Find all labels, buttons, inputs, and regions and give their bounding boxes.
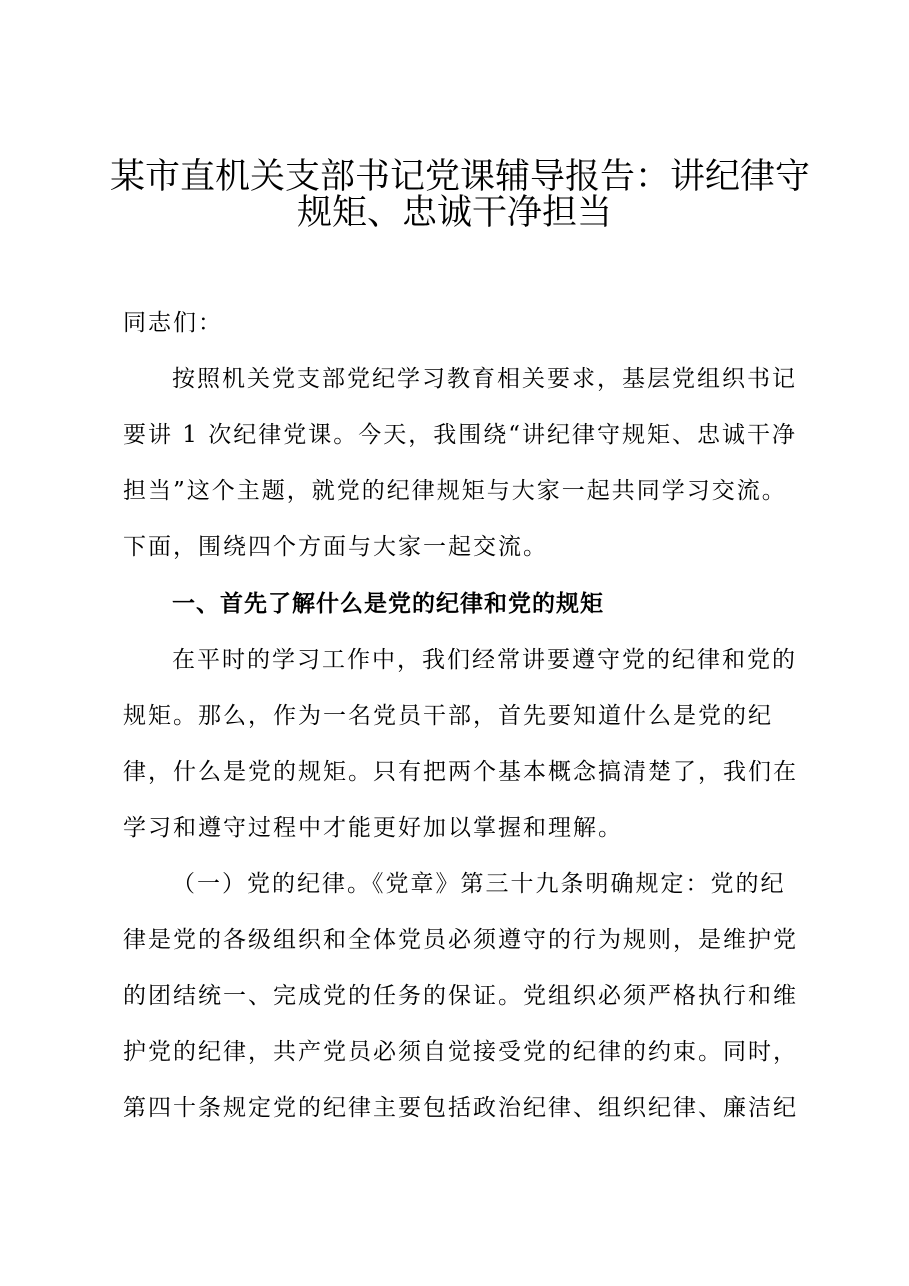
document-title-line-2: 规矩、忠诚干净担当 xyxy=(296,193,612,233)
paragraph-line: 下面，围绕四个方面与大家一起交流。 xyxy=(123,534,548,560)
paragraph-line: 在平时的学习工作中，我们经常讲要遵守党的纪律和党的 xyxy=(172,647,797,673)
paragraph-line: 学习和遵守过程中才能更好加以掌握和理解。 xyxy=(123,815,623,841)
paragraph-line: 律是党的各级组织和全体党员必须遵守的行为规则，是维护党 xyxy=(123,927,798,953)
paragraph-line: 担当”这个主题，就党的纪律规矩与大家一起共同学习交流。 xyxy=(123,478,787,504)
paragraph-line: 要讲 1 次纪律党课。今天，我围绕“讲纪律守规矩、忠诚干净 xyxy=(123,422,798,448)
paragraph-line: 护党的纪律，共产党员必须自觉接受党的纪律的约束。同时， xyxy=(123,1039,798,1065)
section-heading: 一、首先了解什么是党的纪律和党的规矩 xyxy=(172,591,604,617)
paragraph-line: （一）党的纪律。《党章》第三十九条明确规定：党的纪 xyxy=(172,871,786,897)
paragraph-line: 第四十条规定党的纪律主要包括政治纪律、组织纪律、廉洁纪 xyxy=(123,1095,798,1121)
paragraph-line: 按照机关党支部党纪学习教育相关要求，基层党组织书记 xyxy=(172,366,797,392)
document-title-line-1: 某市直机关支部书记党课辅导报告：讲纪律守 xyxy=(110,157,811,197)
paragraph-line: 的团结统一、完成党的任务的保证。党组织必须严格执行和维 xyxy=(123,983,798,1009)
paragraph-line: 律，什么是党的规矩。只有把两个基本概念搞清楚了，我们在 xyxy=(123,759,798,785)
paragraph-line: 规矩。那么，作为一名党员干部，首先要知道什么是党的纪 xyxy=(123,703,773,729)
salutation: 同志们： xyxy=(123,310,223,336)
